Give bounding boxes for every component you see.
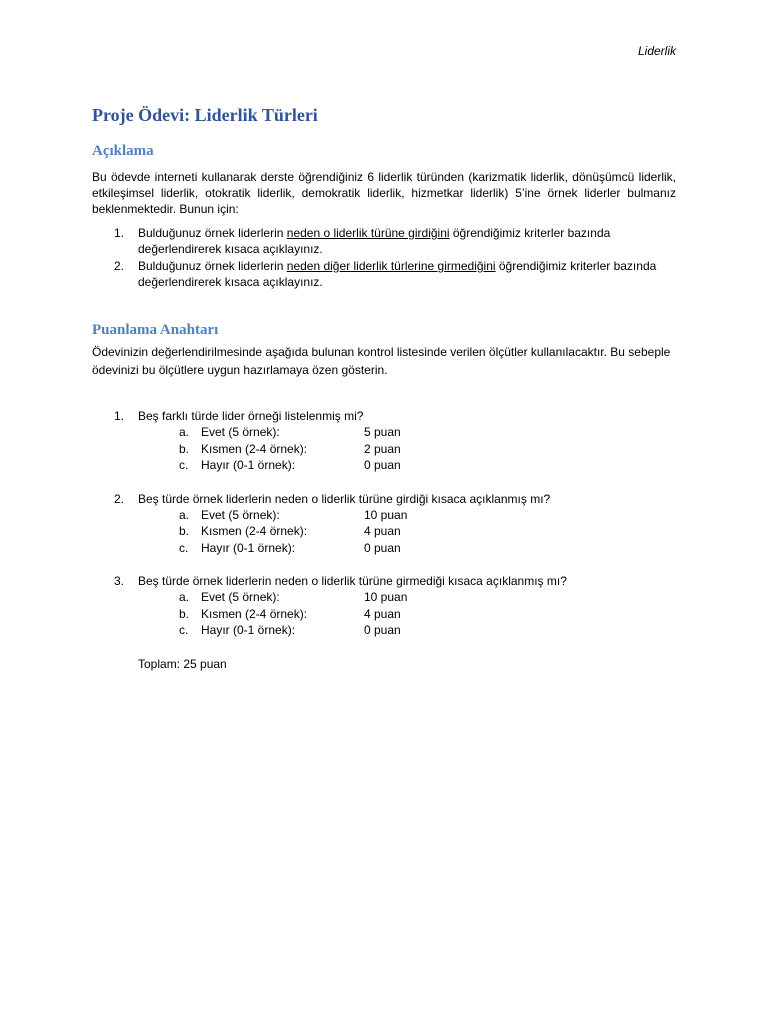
item-number: 1. [114, 226, 125, 240]
instruction-list [92, 225, 676, 291]
option-list [138, 424, 676, 474]
item-number: 3. [114, 574, 125, 588]
option-list [138, 589, 676, 639]
option-label: Hayır (0-1 örnek): [201, 623, 296, 637]
page-title: Proje Ödevi: Liderlik Türleri [92, 105, 318, 125]
option-letter: a. [179, 590, 190, 604]
section-heading-aciklama: Açıklama [92, 143, 154, 159]
total-points: Toplam: 25 puan [138, 657, 227, 671]
option-item [138, 457, 676, 474]
option-letter: b. [179, 524, 190, 538]
criterion-question: Beş türde örnek liderlerin neden o liderlik türüne girdiği kısaca açıklanmış mı? [138, 491, 551, 506]
section-heading-puanlama: Puanlama Anahtarı [92, 322, 219, 338]
option-item [138, 589, 676, 606]
option-points: 0 puan [364, 540, 401, 555]
option-letter: b. [179, 441, 190, 456]
option-points: 5 puan [364, 425, 401, 439]
instruction-item [92, 225, 676, 257]
option-item [138, 606, 676, 623]
option-item [138, 507, 676, 524]
option-item [138, 441, 676, 458]
option-label: Evet (5 örnek): [201, 507, 280, 522]
option-letter: c. [179, 540, 189, 555]
option-points: 0 puan [364, 623, 401, 637]
item-text-pre: Bulduğunuz örnek liderlerin [138, 259, 287, 273]
option-label: Kısmen (2-4 örnek): [201, 524, 308, 538]
item-number: 1. [114, 409, 125, 423]
item-text-post: öğrendiğimiz kriterler bazında değerlendirerek kısaca açıklayınız. [138, 259, 657, 289]
option-points: 10 puan [364, 507, 408, 522]
option-letter: a. [179, 507, 190, 522]
criteria-list [92, 408, 676, 656]
puanlama-intro: Ödevinizin değerlendirilmesinde aşağıda bulunan kontrol listesinde verilen ölçütler kullanılacaktır. Bu sebeple ödevinizi bu ölçütlere uygun hazırlamaya özen gösterin. [92, 345, 671, 377]
aciklama-intro: Bu ödevde interneti kullanarak derste öğrendiğiniz 6 liderlik türünden (karizmatik liderlik, dönüşümcü liderlik, etkileşimsel liderlik, otokratik liderlik, demokratik liderlik, hizmetkar liderlik) 5’ine örnek liderler bulmanız beklenmektedir. Bunun için: [92, 170, 676, 216]
item-text-underlined: neden o liderlik türüne girdiğini [286, 226, 450, 240]
running-header: Liderlik [637, 44, 676, 58]
option-item [138, 424, 676, 441]
instruction-item [92, 258, 676, 290]
option-label: Kısmen (2-4 örnek): [201, 441, 308, 456]
option-points: 10 puan [364, 590, 408, 604]
item-number: 2. [114, 491, 125, 506]
option-points: 4 puan [364, 524, 401, 538]
item-text-pre: Bulduğunuz örnek liderlerin [138, 226, 287, 240]
option-points: 4 puan [364, 606, 401, 621]
option-item [138, 523, 676, 540]
option-letter: c. [179, 458, 189, 472]
criterion-question: Beş farklı türde lider örneği listelenmiş mi? [138, 409, 364, 423]
criterion-item [92, 408, 676, 474]
option-letter: c. [179, 623, 189, 637]
option-label: Evet (5 örnek): [201, 590, 280, 604]
option-item [138, 622, 676, 639]
option-label: Hayır (0-1 örnek): [201, 540, 296, 555]
option-label: Evet (5 örnek): [201, 425, 280, 439]
option-list [138, 507, 676, 557]
option-label: Hayır (0-1 örnek): [201, 458, 296, 472]
criterion-item [92, 491, 676, 557]
item-number: 2. [114, 259, 125, 273]
criterion-question: Beş türde örnek liderlerin neden o liderlik türüne girmediği kısaca açıklanmış mı? [138, 574, 567, 588]
criterion-item [92, 573, 676, 639]
option-item [138, 540, 676, 557]
item-text-post: öğrendiğimiz kriterler bazında değerlendirerek kısaca açıklayınız. [138, 226, 611, 256]
option-letter: a. [179, 425, 190, 439]
option-letter: b. [179, 606, 190, 621]
option-label: Kısmen (2-4 örnek): [201, 606, 308, 621]
option-points: 2 puan [364, 441, 401, 456]
item-text-underlined: neden diğer liderlik türlerine girmediğini [286, 259, 496, 273]
option-points: 0 puan [364, 458, 401, 472]
